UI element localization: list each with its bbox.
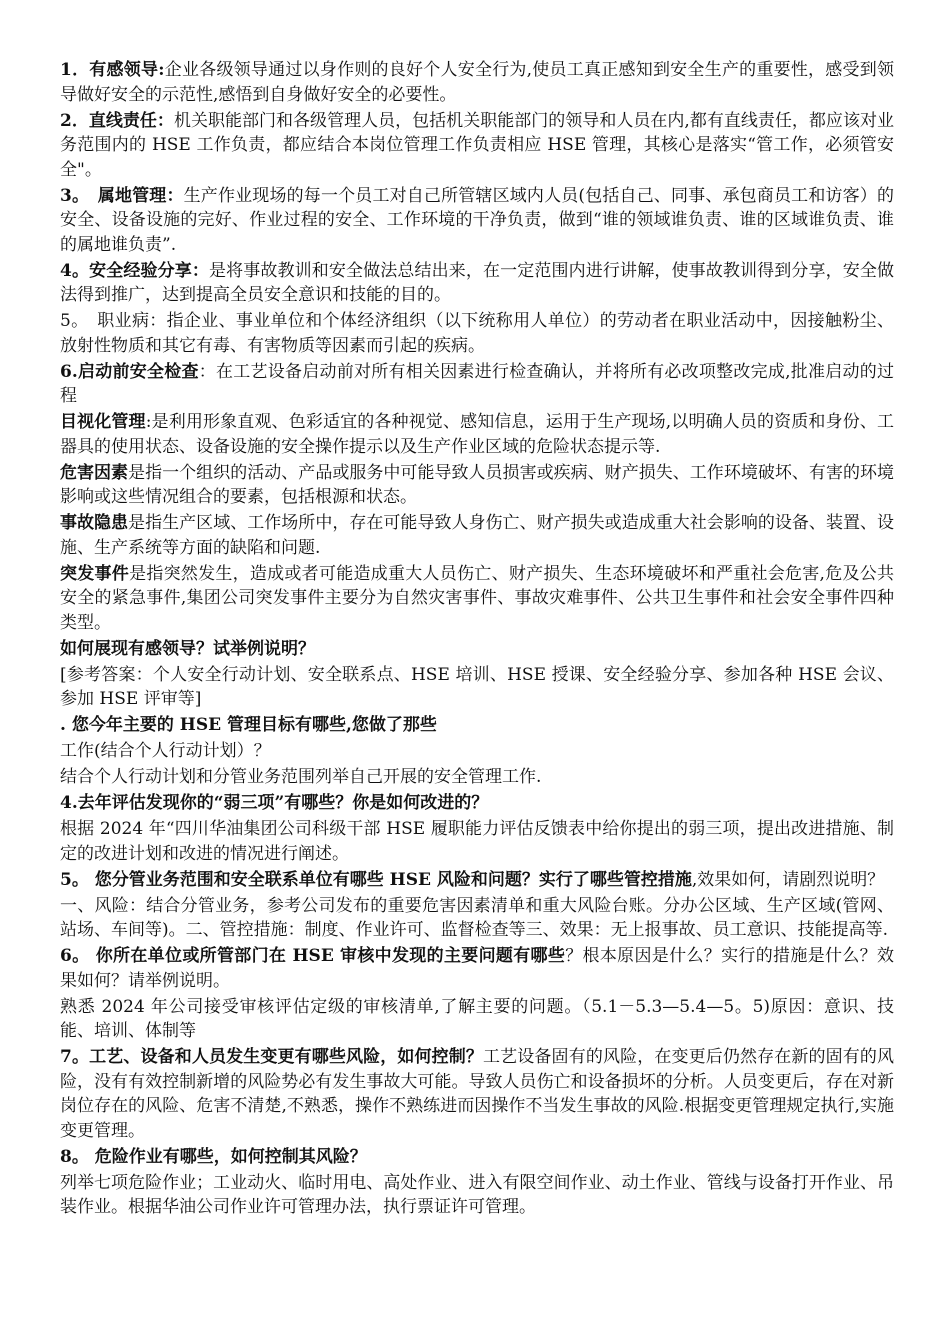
paragraph-text: 一、风险：结合分管业务，参考公司发布的重要危害因素清单和重大风险台账。分办公区域、生产区域(管网、站场、车间等)。二、管控措施：制度、作业许可、监督检查等三、效果：无上报事故、员工意识、技能提高等.	[60, 895, 894, 940]
paragraph-text: ：在工艺设备启动前对所有相关因素进行检查确认，并将所有必改项整改完成,批准启动的过程	[60, 361, 895, 406]
paragraph-18	[60, 868, 894, 894]
paragraph-text: 是指生产区域、工作场所中，存在可能导致人身伤亡、财产损失或造成重大社会影响的设备、装置、设施、生产系统等方面的缺陷和问题.	[60, 513, 895, 558]
term-bold: . 您今年主要的 HSE 管理目标有哪些,您做了那些	[60, 715, 437, 735]
paragraph-8	[60, 461, 894, 512]
paragraph-text: 机关职能部门和各级管理人员，包括机关职能部门的领导和人员在内,都有直线责任，都应该对业务范围内的 HSE 工作负责，都应结合本岗位管理工作负责相应 HSE 管理，其核心是落实“管工作，必须管安全"。	[60, 110, 894, 180]
term-bold: 5。 您分管业务范围和安全联系单位有哪些 HSE 风险和问题？实行了哪些管控措施	[60, 869, 692, 890]
paragraph-text: 企业各级领导通过以身作则的良好个人安全行为,使员工真正感知到安全生产的重要性，感受到领导做好安全的示范性,感悟到自身做好安全的必要性。	[60, 60, 894, 105]
paragraph-text: ？根本原因是什么？实行的措施是什么？效果如何？请举例说明。	[60, 946, 894, 991]
term-bold: 8。 危险作业有哪些，如何控制其风险？	[60, 1146, 367, 1167]
paragraph-14	[60, 739, 894, 765]
term-bold: 事故隐患	[60, 513, 129, 533]
paragraph-text: 工作(结合个人行动计划）？	[60, 741, 271, 761]
paragraph-12	[60, 663, 894, 714]
term-bold: 1．有感领导:	[60, 60, 165, 80]
paragraph-4	[60, 259, 894, 310]
paragraph-text: ,效果如何，请剧烈说明？	[691, 869, 885, 890]
paragraph-2	[60, 109, 894, 184]
paragraph-1	[60, 58, 894, 109]
term-bold: 如何展现有感领导？试举例说明？	[60, 638, 315, 659]
term-bold: 4.去年评估发现你的“弱三项”有哪些？你是如何改进的？	[60, 793, 489, 813]
paragraph-text: 生产作业现场的每一个员工对自己所管辖区域内人员(包括自己、同事、承包商员工和访客）的安全、设备设施的完好、作业过程的安全、工作环境的干净负责，做到“谁的领域谁负责、谁的区域谁负责、谁的属地谁负责”.	[60, 185, 894, 255]
paragraph-13	[60, 713, 894, 739]
paragraph-11	[60, 637, 894, 663]
paragraph-23	[60, 1145, 894, 1171]
paragraph-3	[60, 184, 894, 259]
term-bold: 7。工艺、设备和人员发生变更有哪些风险，如何控制？	[60, 1047, 484, 1067]
paragraph-text: 是将事故教训和安全做法总结出来，在一定范围内进行讲解，使事故教训得到分享，安全做法得到推广，达到提高全员安全意识和技能的目的。	[60, 260, 894, 305]
term-bold: 6.启动前安全检查	[60, 361, 199, 382]
paragraph-20	[60, 944, 894, 995]
term-bold: 2．直线责任：	[60, 110, 174, 131]
term-bold: 突发事件	[60, 563, 130, 584]
paragraph-7	[60, 410, 894, 461]
paragraph-16	[60, 791, 894, 817]
paragraph-19	[60, 894, 894, 945]
paragraph-text: [参考答案：个人安全行动计划、安全联系点、HSE 培训、HSE 授课、安全经验分享、参加各种 HSE 会议、参加 HSE 评审等]	[60, 664, 894, 709]
term-bold: 6。 你所在单位或所管部门在 HSE 审核中发现的主要问题有哪些	[60, 946, 566, 966]
paragraph-text: 5。 职业病：指企业、事业单位和个体经济组织（以下统称用人单位）的劳动者在职业活动中，因接触粉尘、放射性物质和其它有毒、有害物质等因素而引起的疾病。	[60, 311, 894, 356]
term-bold: 危害因素	[60, 462, 129, 483]
document-page	[60, 58, 894, 1221]
paragraph-text: 列举七项危险作业；工业动火、临时用电、高处作业、进入有限空间作业、动土作业、管线与设备打开作业、吊装作业。根据华油公司作业许可管理办法，执行票证许可管理。	[60, 1172, 894, 1217]
term-bold: 4。安全经验分享：	[60, 260, 209, 281]
paragraph-text: 根据 2024 年“四川华油集团公司科级干部 HSE 履职能力评估反馈表中给你提出的弱三项，提出改进措施、制定的改进计划和改进的情况进行阐述。	[60, 819, 894, 864]
paragraph-24	[60, 1171, 894, 1222]
paragraph-9	[60, 511, 894, 562]
paragraph-5	[60, 309, 894, 360]
paragraph-text: 是指一个组织的活动、产品或服务中可能导致人员损害或疾病、财产损失、工作环境破坏、有害的环境影响或这些情况组合的要素，包括根源和状态。	[60, 462, 895, 507]
term-bold: 3。 属地管理：	[60, 185, 184, 206]
paragraph-21	[60, 995, 894, 1046]
paragraph-text: 熟悉 2024 年公司接受审核评估定级的审核清单,了解主要的问题。（5.1－5.3—5.4—5。5)原因：意识、技能、培训、体制等	[60, 996, 894, 1041]
paragraph-10	[60, 562, 894, 637]
term-bold: 目视化管理	[60, 412, 146, 432]
paragraph-text: 是指突然发生，造成或者可能造成重大人员伤亡、财产损失、生态环境破坏和严重社会危害,危及公共安全的紧急事件,集团公司突发事件主要分为自然灾害事件、事故灾难事件、公共卫生事件和社会安全事件四种类型。	[60, 563, 895, 633]
paragraph-15	[60, 765, 894, 791]
paragraph-text: :是利用形象直观、色彩适宜的各种视觉、感知信息，运用于生产现场,以明确人员的资质和身份、工器具的使用状态、设备设施的安全操作提示以及生产作业区域的危险状态提示等.	[60, 412, 894, 457]
paragraph-22	[60, 1045, 894, 1145]
paragraph-17	[60, 817, 894, 868]
paragraph-text: 结合个人行动计划和分管业务范围列举自己开展的安全管理工作.	[60, 767, 542, 787]
paragraph-text: 工艺设备固有的风险，在变更后仍然存在新的固有的风险，没有有效控制新增的风险势必有发生事故大可能。导致人员伤亡和设备损坏的分析。人员变更后，存在对新岗位存在的风险、危害不清楚,不熟悉，操作不熟练进而因操作不当发生事故的风险.根据变更管理规定执行,实施变更管理。	[60, 1047, 895, 1141]
paragraph-6	[60, 360, 894, 411]
